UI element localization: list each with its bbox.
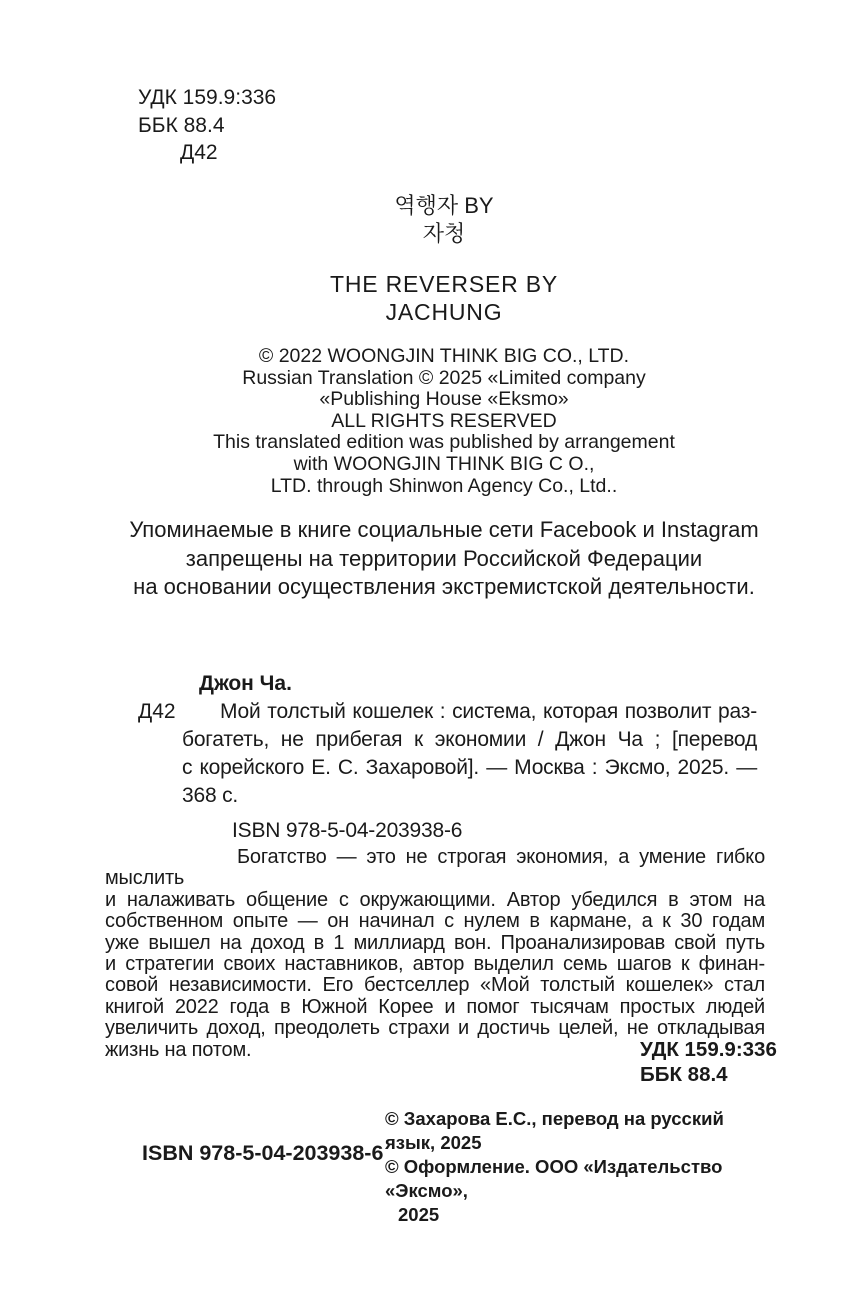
catalog-author: Джон Ча. xyxy=(199,672,292,695)
bbk-code-bottom: ББК 88.4 xyxy=(640,1063,728,1086)
copyright-line: ALL RIGHTS RESERVED xyxy=(331,409,557,432)
catalog-author-sign: Д42 xyxy=(138,700,176,723)
disclaimer-line: запрещены на территории Российской Федерации xyxy=(185,545,703,571)
copyright-line: Russian Translation © 2025 «Limited company xyxy=(242,366,646,389)
catalog-card xyxy=(182,670,757,845)
annotation-line: собственном опыте — он начинал с нулем в кармане, а к 30 годам xyxy=(105,910,765,933)
bbk-code-top: ББК 88.4 xyxy=(138,113,225,137)
footer-isbn: ISBN 978-5-04-203938-6 xyxy=(142,1141,384,1165)
catalog-line: с корейского Е. С. Захаровой]. — Москва : Эксмо, 2025. — xyxy=(182,756,757,779)
copyright-line: © 2022 WOONGJIN THINK BIG CO., LTD. xyxy=(258,345,630,367)
footer-copyright-line: 2025 xyxy=(398,1204,440,1225)
original-title-latin xyxy=(114,270,774,326)
annotation-line: жизнь на потом. xyxy=(105,1038,252,1061)
annotation-line: книгой 2022 года в Южной Корее и помог тысячам простых людей xyxy=(105,995,765,1018)
korean-author-line: 자청 xyxy=(422,221,466,246)
author-sign-top: Д42 xyxy=(180,141,218,164)
catalog-isbn: ISBN 978-5-04-203938-6 xyxy=(232,819,463,842)
catalog-line: 368 с. xyxy=(182,784,239,807)
copyright-line: This translated edition was published by arrangement xyxy=(213,431,675,454)
footer-copyrights xyxy=(385,1107,765,1227)
latin-title-line: THE REVERSER BY xyxy=(330,271,558,297)
udk-code-top: УДК 159.9:336 xyxy=(138,86,277,109)
disclaimer-line: на основании осуществления экстремистской деятельности. xyxy=(133,574,755,599)
footer-copyright-line: © Оформление. ООО «Издательство «Эксмо», xyxy=(385,1156,723,1201)
copyright-line: with WOONGJIN THINK BIG C O., xyxy=(293,452,595,475)
annotation-line: и налаживать общение с окружающими. Автор убедился в этом на xyxy=(105,888,765,911)
annotation-line: и стратегии своих наставников, автор выделил семь шагов к финан- xyxy=(105,953,765,976)
udk-code-bottom: УДК 159.9:336 xyxy=(640,1038,777,1061)
annotation-line: совой независимости. Его бестселлер «Мой толстый кошелек» стал xyxy=(105,974,765,997)
latin-author-line: JACHUNG xyxy=(385,299,503,325)
original-title-korean xyxy=(114,192,774,248)
annotation xyxy=(105,847,765,1061)
annotation-line: увеличить доход, преодолеть страхи и достичь целей, не откладывая xyxy=(105,1017,765,1040)
copyright-line: LTD. through Shinwon Agency Co., Ltd.. xyxy=(270,474,618,497)
catalog-line: Мой толстый кошелек : система, которая позволит раз- xyxy=(220,700,757,723)
top-codes-block xyxy=(138,84,276,167)
copyright-block xyxy=(114,346,774,497)
annotation-line: уже вышел на доход в 1 миллиард вон. Проанализировав свой путь xyxy=(105,931,765,954)
bottom-codes-block xyxy=(640,1037,777,1087)
copyright-line: «Publishing House «Eksmo» xyxy=(319,388,569,411)
social-disclaimer xyxy=(114,516,774,602)
footer-copyright-line: © Захарова Е.С., перевод на русский язык, 2025 xyxy=(385,1108,724,1153)
catalog-line: богатеть, не прибегая к экономии / Джон Ча ; [перевод xyxy=(182,728,757,751)
annotation-line: Богатство — это не строгая экономия, а умение гибко мыслить xyxy=(105,846,765,890)
disclaimer-line: Упоминаемые в книге социальные сети Facebook и Instagram xyxy=(129,517,759,542)
korean-title-line: 역행자 BY xyxy=(394,193,494,218)
